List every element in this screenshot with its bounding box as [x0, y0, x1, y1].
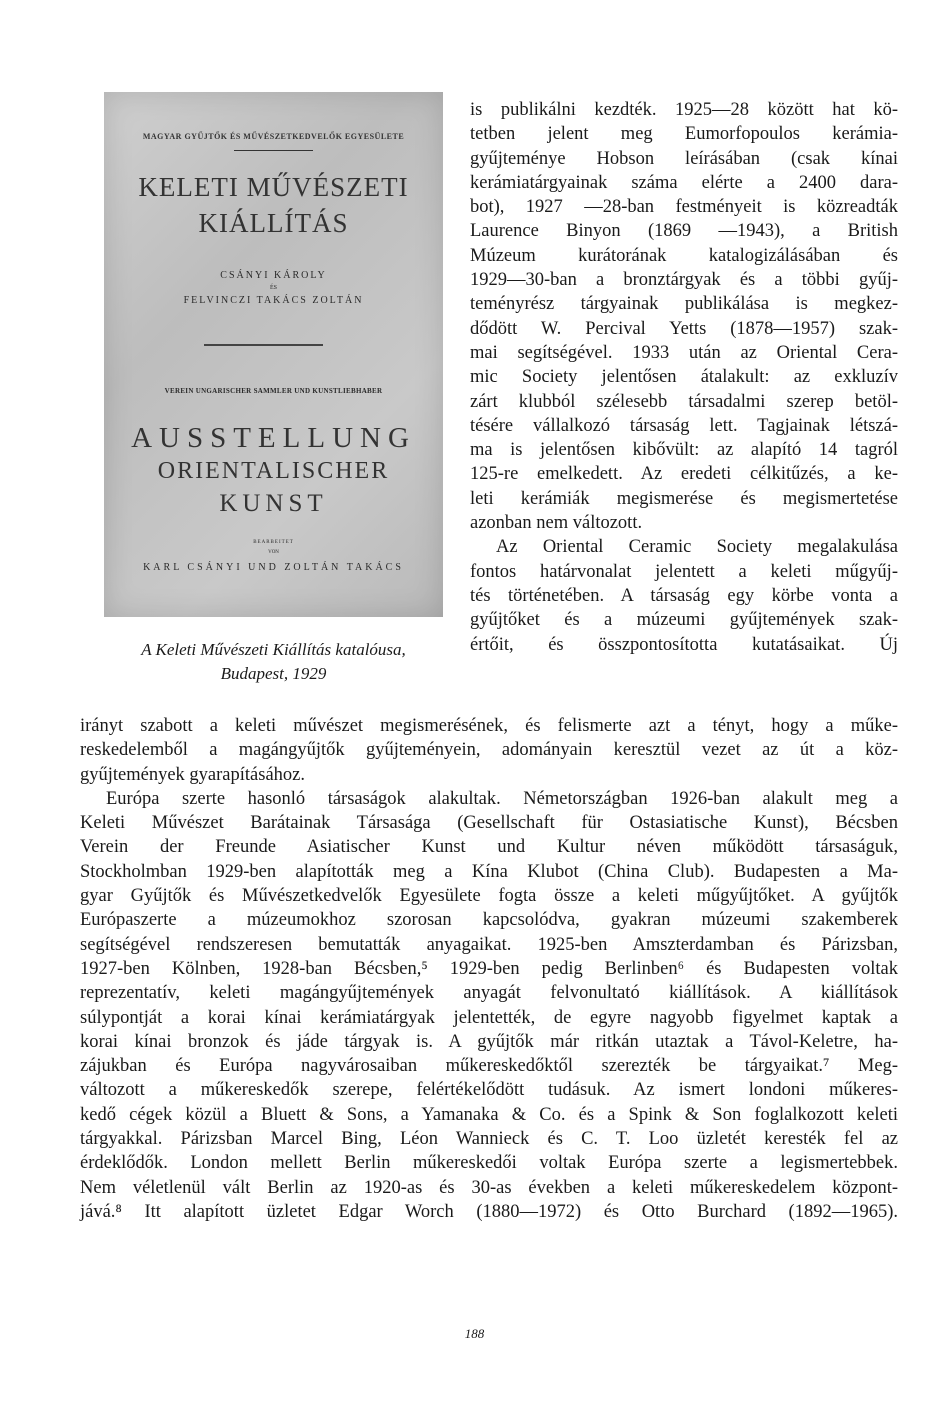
text-line: mai segítségével. 1933 után az Oriental Cera-	[470, 342, 898, 363]
cover-es: ÉS	[269, 285, 277, 291]
text-line: reskedelemből a magángyűjtők gyűjteményein, adományain keresztül vezet az út a köz-	[80, 740, 898, 761]
text-line: Stockholmban 1929-ben alapították meg a Kína Klubot (China Club). Budapesten a Ma-	[80, 861, 898, 882]
text-line: segítségével rendszeresen bemutatták anyagaikat. 1925-ben Amszterdamban és Párizsban,	[80, 934, 898, 955]
text-line: tés történetében. A társaság egy körbe vonta a	[470, 585, 898, 606]
text-line: Nem véletlenül vált Berlin az 1920-as és 30-as években a keleti műkereskedelem központ-	[80, 1177, 898, 1198]
figure-caption-line-1: A Keleti Művészeti Kiállítás katalóusa,	[141, 640, 406, 659]
text-line: zárt klubból szélesebb társadalmi szerep betöl-	[470, 391, 898, 412]
cover-bearbeitet: BEARBEITET	[253, 540, 294, 545]
cover-von: VON	[268, 550, 279, 555]
cover-rule	[234, 150, 313, 151]
cover-author-1: CSÁNYI KÁROLY	[220, 270, 327, 281]
figure-caption-line-2: Budapest, 1929	[220, 664, 327, 683]
text-line: mic Society jelentősen átalakult: az exkluzív	[470, 367, 898, 388]
text-line: jává.⁸ Itt alapított üzletet Edgar Worch (1880—1972) és Otto Burchard (1892—1965).	[80, 1201, 898, 1222]
text-line: 125-re emelkedett. Az eredeti célkitűzés, a ke-	[470, 464, 898, 485]
text-line: tetben jelent meg Eumorfopoulos kerámia-	[470, 124, 898, 145]
page-number: 188	[464, 1326, 485, 1341]
cover-author-2: FELVINCZI TAKÁCS ZOLTÁN	[183, 295, 364, 306]
text-line: zájukban és Európa nagyvárosaiban műkereskedőktől szerezték be tárgyaikat.⁷ Meg-	[80, 1056, 898, 1077]
text-line: azonban nem változott.	[470, 513, 643, 534]
full-width-text	[80, 714, 898, 1224]
cover-association: MAGYAR GYŰJTŐK ÉS MŰVÉSZETKEDVELŐK EGYESÜLETE	[142, 132, 405, 141]
text-line: Verein der Freunde Asiatischer Kunst und Kultur néven működött társaságuk,	[80, 837, 898, 858]
cover-rule-2	[204, 344, 323, 346]
cover-title-hu-1: KELETI MŰVÉSZETI	[138, 172, 409, 202]
text-line: leti kerámiák megismerése és megismertetése	[470, 488, 898, 509]
text-line: bot), 1927 —28-ban festményeit is közreadták	[470, 197, 898, 218]
text-line: korai kínai bronzok és jáde tárgyak is. A gyűjtők már ritkán utaztak a Távol-Keletre, ha-	[80, 1031, 898, 1052]
cover-names-de: KARL CSÁNYI UND ZOLTÁN TAKÁCS	[143, 562, 404, 573]
cover-title-hu-2: KIÁLLÍTÁS	[198, 208, 349, 238]
text-line: teményrész tárgyainak publikálása is megkez-	[470, 294, 898, 315]
cover-title-de-2: ORIENTALISCHER	[157, 458, 390, 484]
text-line: gyűjteménye Hobson leírásában (csak kínai	[470, 148, 898, 169]
text-line: dődött W. Percival Yetts (1878—1957) szak-	[470, 318, 898, 339]
text-line: 1929—30-ban a bronztárgyak és a többi gyűj-	[470, 270, 898, 291]
text-line: súlypontját a korai kínai kerámiatárgyak jelentették, de egyre nagyobb figyelmet kaptak a	[80, 1007, 898, 1028]
text-line: irányt szabott a keleti művészet megismerésének, és felismerte azt a tényt, hogy a műke-	[80, 716, 898, 736]
text-line: ma is jelentősen kibővült: az alapító 14 tagról	[470, 440, 898, 461]
text-line: Múzeum kurátorának katalogizálásában és	[470, 245, 898, 266]
text-line: Európa szerte hasonló társaságok alakultak. Németországban 1926-ban alakult meg a	[106, 788, 898, 809]
text-line: tárgyakkal. Párizsban Marcel Bing, Léon Wannieck és C. T. Loo üzletét keresték fel az	[80, 1129, 898, 1150]
catalogue-cover-image	[104, 92, 443, 617]
text-line: kerámiatárgyainak száma elérte a 2400 dara-	[470, 172, 898, 193]
cover-title-de-1: AUSSTELLUNG	[131, 422, 416, 454]
text-line: fontos határvonalat jelentett a keleti műgyűj-	[470, 561, 898, 582]
text-line: Laurence Binyon (1869 —1943), a British	[470, 221, 898, 242]
text-line: értőit, és összpontosította kutatásaikat. Új	[470, 634, 898, 655]
text-line: Keleti Művészet Barátainak Társasága (Gesellschaft für Ostasiatische Kunst), Bécsben	[80, 813, 898, 834]
text-line: Európaszerte a múzeumokhoz szorosan kapcsolódva, gyakran múzeumi szakemberek	[80, 910, 898, 931]
right-column-text	[470, 98, 898, 657]
text-line: 1927-ben Kölnben, 1928-ban Bécsben,⁵ 1929-ben pedig Berlinben⁶ és Budapesten voltak	[80, 958, 898, 979]
text-line: reprezentatív, keleti magángyűjtemények anyagát felvonultató kiállítások. A kiállítások	[80, 983, 898, 1004]
text-line: változott a műkereskedők szerepe, felértékelődött tudásuk. Az ismert londoni műkeres-	[80, 1080, 898, 1101]
text-line: Az Oriental Ceramic Society megalakulása	[496, 537, 898, 558]
text-line: gyar Gyűjtők és Művészetkedvelők Egyesülete fogta össze a keleti műgyűjtőket. A gyűjtők	[80, 886, 898, 907]
text-line: tésére vállalkozó társaság lett. Tagjainak létszá-	[470, 415, 898, 436]
cover-title-de-3: KUNST	[219, 490, 328, 517]
text-line: gyűjtemények gyarapításához.	[80, 764, 305, 785]
text-line: érdeklődők. London mellett Berlin műkereskedői voltak Európa szerte a legismertebbek.	[80, 1153, 898, 1174]
text-line: kedő cégek közül a Bluett & Sons, a Yamanaka & Co. és a Spink & Son foglalkozott keleti	[80, 1104, 898, 1125]
cover-verein: VEREIN UNGARISCHER SAMMLER UND KUNSTLIEBHABER	[164, 387, 383, 395]
text-line: is publikálni kezdték. 1925—28 között hat kö-	[470, 100, 898, 120]
text-line: gyűjtőket és a múzeumi gyűjtemények szak-	[470, 610, 898, 631]
